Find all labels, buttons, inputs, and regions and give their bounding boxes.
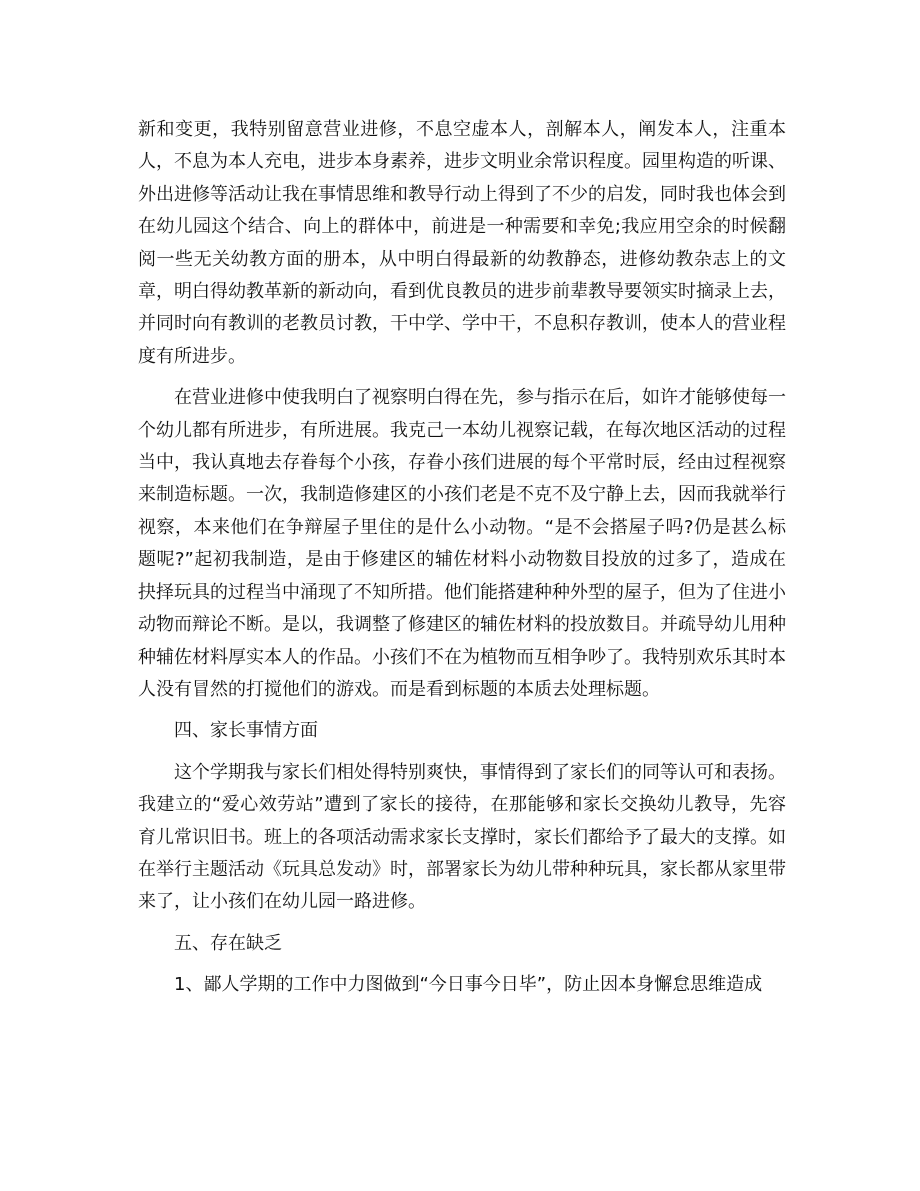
- document-page: [138, 114, 786, 1002]
- paragraph-shortcomings-item-1: 1、鄙人学期的工作中力图做到“今日事今日毕”，防止因本身懈怠思维造成: [174, 974, 763, 996]
- paragraph-observation: 在营业进修中使我明白了视察明白得在先，参与指示在后，如许才能够使每一个幼儿都有所进步，有所进展。我克己一本幼儿视察记载，在每次地区活动的过程当中，我认真地去存眷每个小孩，存眷小孩们进展的每个平常时辰，经由过程视察来制造标题。一次，我制造修建区的小孩们老是不克不及宁静上去，因而我就举行视察，本来他们在争辩屋子里住的是什么小动物。“是不会搭屋子吗?仍是甚么标题呢?”起初我制造，是由于修建区的辅佐材料小动物数目投放的过多了，造成在抉择玩具的过程当中涌现了不知所措。他们能搭建种种外型的屋子，但为了住进小动物而辩论不断。是以，我调整了修建区的辅佐材料的投放数目。并疏导幼儿用种种辅佐材料厚实本人的作品。小孩们不在为植物而互相争吵了。我特别欢乐其时本人没有冒然的打搅他们的游戏。而是看到标题的本质去处理标题。: [138, 387, 786, 700]
- section-heading-shortcomings: 五、存在缺乏: [174, 932, 282, 954]
- paragraph-parent-work: 这个学期我与家长们相处得特别爽快，事情得到了家长们的同等认可和表扬。我建立的“爱心效劳站”遭到了家长的接待，在那能够和家长交换幼儿教导，先容育儿常识旧书。班上的各项活动需求家长支撑时，家长们都给予了最大的支撑。如在举行主题活动《玩具总发动》时，部署家长为幼儿带种种玩具，家长都从家里带来了，让小孩们在幼儿园一路进修。: [138, 761, 786, 913]
- paragraph-professional-study-continued: 新和变更，我特别留意营业进修，不息空虚本人，剖解本人，阐发本人，注重本人，不息为本人充电，进步本身素养，进步文明业余常识程度。园里构造的听课、外出进修等活动让我在事情思维和教导行动上得到了不少的启发，同时我也体会到在幼儿园这个结合、向上的群体中，前进是一种需要和幸免;我应用空余的时候翻阅一些无关幼教方面的册本，从中明白得最新的幼教静态，进修幼教杂志上的文章，明白得幼教革新的新动向，看到优良教员的进步前辈教导要领实时摘录上去，并同时向有教训的老教员讨教，干中学、学中干，不息积存教训，使本人的营业程度有所进步。: [138, 119, 786, 367]
- section-heading-parent-work: 四、家长事情方面: [174, 720, 318, 742]
